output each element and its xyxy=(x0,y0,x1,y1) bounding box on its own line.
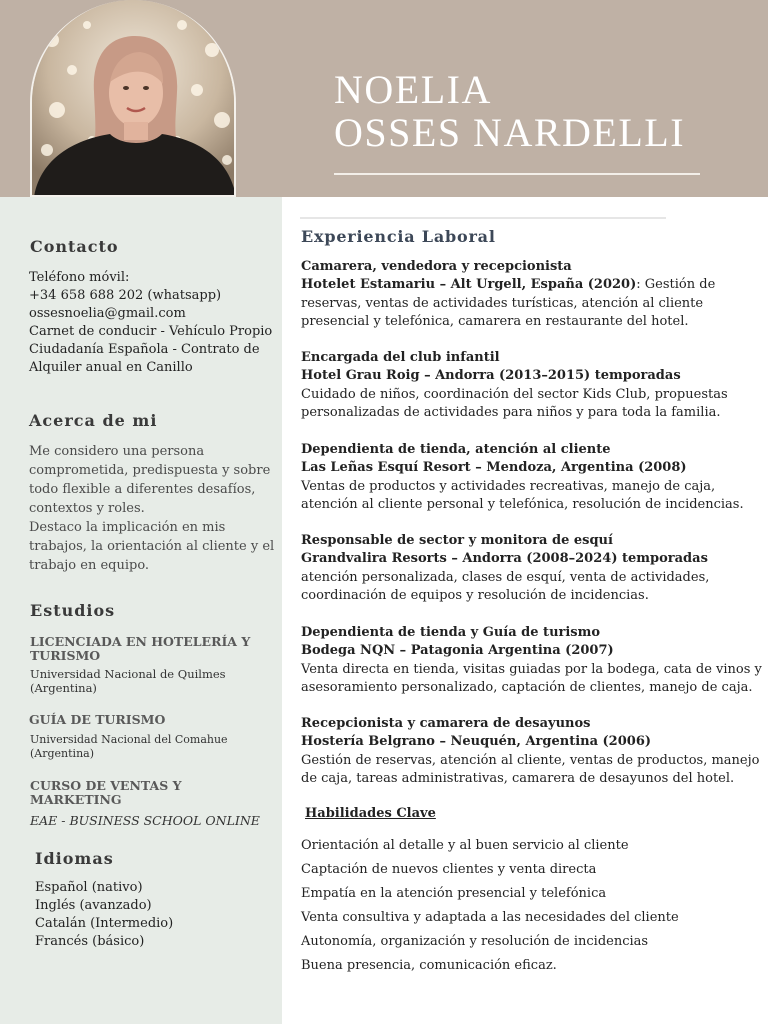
experience-heading: Experiencia Laboral xyxy=(301,227,496,246)
skill-item: Captación de nuevos clientes y venta directa xyxy=(301,862,597,877)
about-text xyxy=(29,442,274,575)
candidate-name xyxy=(334,68,685,154)
job-description: personalizadas de actividades para niños y para toda la familia. xyxy=(301,404,721,420)
about-heading: Acerca de mi xyxy=(29,411,158,430)
content-divider xyxy=(300,217,666,219)
job-description: Cuidado de niños, coordinación del sector Kids Club, propuestas xyxy=(301,386,728,402)
job-entry xyxy=(301,532,741,605)
study-institution: Universidad Nacional de Quilmes (Argentina) xyxy=(30,667,226,695)
study-title: CURSO DE VENTAS Y MARKETING xyxy=(30,778,182,807)
language-item: Catalán (Intermedio) xyxy=(35,916,174,931)
study-title: LICENCIADA EN HOTELERÍA Y TURISMO xyxy=(30,634,251,663)
contact-email[interactable]: ossesnoelia@gmail.com xyxy=(29,306,186,321)
study-institution: Universidad Nacional del Comahue (Argentina) xyxy=(30,733,228,760)
job-entry xyxy=(301,441,744,514)
about-line: todo flexible a diferentes desafíos, xyxy=(29,482,256,497)
first-name: NOELIA xyxy=(334,67,492,112)
job-role: Responsable de sector y monitora de esquí xyxy=(301,533,613,548)
job-description: de caja, tareas administrativas, camarera de desayunos del hotel. xyxy=(301,770,735,786)
skill-item: Autonomía, organización y resolución de incidencias xyxy=(301,934,649,949)
about-line: comprometida, predispuesta y sobre xyxy=(29,463,271,478)
contact-citizenship: Ciudadanía Española - Contrato de xyxy=(29,342,260,357)
job-company: Grandvalira Resorts – Andorra (2008–2024) temporadas xyxy=(301,551,708,567)
job-company: Hotel Grau Roig – Andorra (2013–2015) temporadas xyxy=(301,368,681,384)
contact-phone-label: Teléfono móvil: xyxy=(29,270,130,285)
language-item: Francés (básico) xyxy=(35,934,145,949)
skills-heading: Habilidades Clave xyxy=(305,806,436,821)
name-divider xyxy=(334,173,700,175)
job-role: Recepcionista y camarera de desayunos xyxy=(301,716,591,731)
skill-item: Empatía en la atención presencial y telefónica xyxy=(301,886,607,901)
languages-heading: Idiomas xyxy=(35,849,114,868)
job-description: Venta directa en tienda, visitas guiadas por la bodega, cata de vinos y xyxy=(301,661,762,677)
contact-rental: Alquiler anual en Canillo xyxy=(29,360,193,375)
skill-item: Venta consultiva y adaptada a las necesidades del cliente xyxy=(301,910,679,925)
language-item: Inglés (avanzado) xyxy=(35,898,152,913)
profile-photo xyxy=(30,0,236,197)
job-entry xyxy=(301,349,741,422)
job-description: coordinación de equipos y resolución de incidencias. xyxy=(301,587,649,603)
job-role: Dependienta de tienda y Guía de turismo xyxy=(301,625,601,640)
job-description: presencial y telefónica, camarera en restaurante del hotel. xyxy=(301,313,689,329)
job-description: Gestión de reservas, atención al cliente, ventas de productos, manejo xyxy=(301,752,760,768)
studies-heading: Estudios xyxy=(30,601,116,620)
job-entry xyxy=(301,258,741,331)
job-description: atención personalizada, clases de esquí, venta de actividades, xyxy=(301,569,710,585)
about-line: trabajos, la orientación al cliente y el xyxy=(29,539,275,554)
about-line: Destaco la implicación en mis xyxy=(29,520,226,535)
job-company: Bodega NQN – Patagonia Argentina (2007) xyxy=(301,643,614,659)
study-title: GUÍA DE TURISMO xyxy=(29,712,166,727)
language-item: Español (nativo) xyxy=(35,880,143,895)
job-description: asesoramiento personalizado, captación de clientes, manejo de caja. xyxy=(301,679,753,695)
job-description: : Gestión de xyxy=(636,277,716,293)
about-line: contextos y roles. xyxy=(29,501,145,516)
portrait-image xyxy=(32,0,236,197)
skill-item: Orientación al detalle y al buen servicio al cliente xyxy=(301,838,629,853)
contact-heading: Contacto xyxy=(30,237,119,256)
job-role: Encargada del club infantil xyxy=(301,350,500,365)
skill-item: Buena presencia, comunicación eficaz. xyxy=(301,958,557,973)
study-institution: EAE - BUSINESS SCHOOL ONLINE xyxy=(30,813,260,828)
contact-phone[interactable]: +34 658 688 202 (whatsapp) xyxy=(29,288,222,303)
job-role: Camarera, vendedora y recepcionista xyxy=(301,259,572,274)
about-line: trabajo en equipo. xyxy=(29,558,150,573)
job-description: reservas, ventas de actividades turísticas, atención al cliente xyxy=(301,295,704,311)
last-name: OSSES NARDELLI xyxy=(334,110,686,155)
contact-block xyxy=(29,269,272,377)
job-role: Dependienta de tienda, atención al cliente xyxy=(301,442,611,457)
about-line: Me considero una persona xyxy=(29,444,205,459)
job-description: Ventas de productos y actividades recreativas, manejo de caja, xyxy=(301,478,716,494)
job-company: Hotelet Estamariu – Alt Urgell, España (2020) xyxy=(301,277,637,293)
languages-list xyxy=(35,879,173,951)
job-entry xyxy=(301,715,760,788)
contact-license: Carnet de conducir - Vehículo Propio xyxy=(29,324,273,339)
job-company: Hostería Belgrano – Neuquén, Argentina (2006) xyxy=(301,734,652,750)
job-company: Las Leñas Esquí Resort – Mendoza, Argentina (2008) xyxy=(301,460,687,476)
job-description: atención al cliente personal y telefónica, resolución de incidencias. xyxy=(301,496,744,512)
job-entry xyxy=(301,624,762,697)
